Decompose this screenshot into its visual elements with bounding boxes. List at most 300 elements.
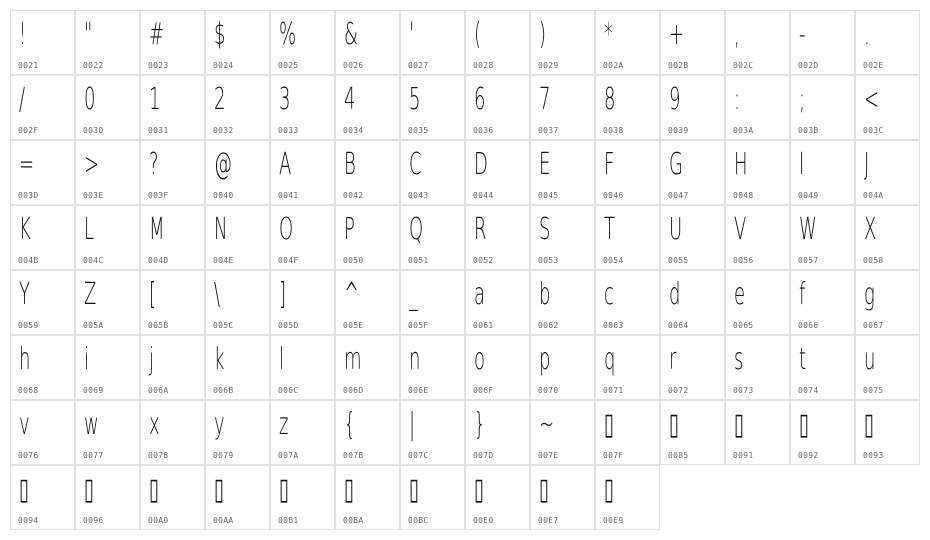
glyph-character: l bbox=[279, 342, 285, 377]
glyph-character: D bbox=[474, 147, 488, 182]
glyph-cell bbox=[595, 400, 660, 465]
glyph-character: , bbox=[734, 17, 740, 52]
glyph-code-label: 0050 bbox=[343, 256, 364, 265]
glyph-cell bbox=[595, 270, 660, 335]
glyph-code-label: 00E0 bbox=[473, 516, 494, 525]
glyph-code-label: 0024 bbox=[213, 61, 234, 70]
glyph-cell bbox=[335, 10, 400, 75]
glyph-character: . bbox=[864, 17, 870, 52]
glyph-code-label: 0068 bbox=[18, 386, 39, 395]
glyph-cell bbox=[465, 75, 530, 140]
glyph-character: ^ bbox=[344, 277, 360, 312]
glyph-code-label: 007A bbox=[278, 451, 299, 460]
glyph-cell bbox=[530, 335, 595, 400]
glyph-cell bbox=[530, 75, 595, 140]
glyph-character: H bbox=[734, 147, 748, 182]
glyph-cell bbox=[205, 400, 270, 465]
glyph-cell bbox=[10, 335, 75, 400]
glyph-code-label: 006D bbox=[343, 386, 364, 395]
glyph-code-label: 00B1 bbox=[278, 516, 299, 525]
glyph-character: ; bbox=[799, 82, 806, 117]
glyph-character: 8 bbox=[604, 82, 616, 117]
glyph-code-label: 006B bbox=[213, 386, 234, 395]
glyph-cell bbox=[855, 335, 920, 400]
glyph-character: c bbox=[604, 277, 614, 312]
glyph-code-label: 0026 bbox=[343, 61, 364, 70]
glyph-cell bbox=[140, 400, 205, 465]
glyph-character: ▯ bbox=[734, 407, 744, 442]
glyph-cell bbox=[465, 400, 530, 465]
glyph-code-label: 002B bbox=[668, 61, 689, 70]
glyph-character: k bbox=[214, 342, 225, 377]
glyph-code-label: 0061 bbox=[473, 321, 494, 330]
glyph-code-label: 0070 bbox=[538, 386, 559, 395]
glyph-cell bbox=[335, 465, 400, 530]
glyph-character: v bbox=[19, 407, 30, 442]
glyph-cell bbox=[595, 335, 660, 400]
glyph-cell bbox=[75, 400, 140, 465]
glyph-code-label: 0028 bbox=[473, 61, 494, 70]
glyph-cell bbox=[530, 465, 595, 530]
glyph-cell bbox=[400, 140, 465, 205]
glyph-code-label: 00BA bbox=[343, 516, 364, 525]
glyph-cell bbox=[400, 75, 465, 140]
glyph-character: _ bbox=[409, 277, 418, 312]
glyph-character: z bbox=[279, 407, 289, 442]
glyph-cell bbox=[270, 335, 335, 400]
glyph-character: 4 bbox=[344, 82, 356, 117]
glyph-cell bbox=[10, 400, 75, 465]
glyph-grid bbox=[10, 10, 920, 530]
glyph-character: / bbox=[19, 82, 26, 117]
glyph-cell bbox=[465, 270, 530, 335]
glyph-code-label: 002C bbox=[733, 61, 754, 70]
glyph-code-label: 0023 bbox=[148, 61, 169, 70]
glyph-cell bbox=[140, 270, 205, 335]
glyph-code-label: 0033 bbox=[278, 126, 299, 135]
glyph-cell bbox=[75, 465, 140, 530]
glyph-code-label: 0045 bbox=[538, 191, 559, 200]
glyph-character: a bbox=[474, 277, 486, 312]
glyph-character: R bbox=[474, 212, 487, 247]
glyph-character: A bbox=[279, 147, 292, 182]
glyph-character: u bbox=[864, 342, 876, 377]
glyph-code-label: 00BC bbox=[408, 516, 429, 525]
glyph-character: G bbox=[669, 147, 683, 182]
glyph-cell bbox=[790, 140, 855, 205]
glyph-character: ▯ bbox=[19, 472, 29, 507]
glyph-character: @ bbox=[214, 147, 232, 182]
glyph-code-label: 002A bbox=[603, 61, 624, 70]
glyph-character: ▯ bbox=[669, 407, 679, 442]
glyph-cell bbox=[75, 270, 140, 335]
glyph-cell bbox=[725, 75, 790, 140]
glyph-character: s bbox=[734, 342, 744, 377]
glyph-cell bbox=[205, 75, 270, 140]
glyph-cell bbox=[10, 205, 75, 270]
glyph-code-label: 002E bbox=[863, 61, 884, 70]
glyph-cell bbox=[140, 205, 205, 270]
glyph-character: ▯ bbox=[409, 472, 419, 507]
glyph-cell bbox=[75, 205, 140, 270]
glyph-cell bbox=[10, 270, 75, 335]
glyph-cell bbox=[595, 465, 660, 530]
glyph-character: > bbox=[84, 147, 100, 182]
glyph-cell bbox=[855, 400, 920, 465]
glyph-cell bbox=[465, 465, 530, 530]
glyph-code-label: 0021 bbox=[18, 61, 39, 70]
glyph-character: | bbox=[409, 407, 416, 442]
glyph-character: 2 bbox=[214, 82, 226, 117]
glyph-character: b bbox=[539, 277, 551, 312]
glyph-character: } bbox=[474, 407, 486, 442]
glyph-code-label: 003A bbox=[733, 126, 754, 135]
glyph-code-label: 0053 bbox=[538, 256, 559, 265]
glyph-cell bbox=[205, 270, 270, 335]
glyph-code-label: 0056 bbox=[733, 256, 754, 265]
glyph-code-label: 0049 bbox=[798, 191, 819, 200]
glyph-character: P bbox=[344, 212, 355, 247]
glyph-code-label: 005C bbox=[213, 321, 234, 330]
glyph-code-label: 004F bbox=[278, 256, 299, 265]
glyph-character: 3 bbox=[279, 82, 291, 117]
glyph-code-label: 006A bbox=[148, 386, 169, 395]
glyph-cell bbox=[725, 140, 790, 205]
glyph-cell bbox=[725, 10, 790, 75]
glyph-code-label: 0074 bbox=[798, 386, 819, 395]
glyph-character: L bbox=[84, 212, 95, 247]
glyph-code-label: 0041 bbox=[278, 191, 299, 200]
glyph-cell bbox=[660, 205, 725, 270]
glyph-character: < bbox=[864, 82, 880, 117]
glyph-code-label: 0072 bbox=[668, 386, 689, 395]
glyph-character: $ bbox=[214, 17, 226, 52]
glyph-code-label: 0067 bbox=[863, 321, 884, 330]
glyph-code-label: 0038 bbox=[603, 126, 624, 135]
glyph-character: 7 bbox=[539, 82, 551, 117]
glyph-cell bbox=[205, 335, 270, 400]
glyph-cell bbox=[205, 140, 270, 205]
glyph-character: ▯ bbox=[149, 472, 159, 507]
glyph-character: * bbox=[604, 17, 613, 52]
glyph-code-label: 0063 bbox=[603, 321, 624, 330]
glyph-character: = bbox=[19, 147, 35, 182]
glyph-code-label: 0065 bbox=[733, 321, 754, 330]
glyph-cell bbox=[270, 10, 335, 75]
glyph-code-label: 00A9 bbox=[148, 516, 169, 525]
glyph-code-label: 0034 bbox=[343, 126, 364, 135]
glyph-code-label: 004B bbox=[18, 256, 39, 265]
glyph-code-label: 0094 bbox=[18, 516, 39, 525]
glyph-code-label: 0069 bbox=[83, 386, 104, 395]
glyph-cell bbox=[270, 270, 335, 335]
glyph-code-label: 0073 bbox=[733, 386, 754, 395]
glyph-cell bbox=[400, 205, 465, 270]
glyph-cell bbox=[75, 10, 140, 75]
glyph-character: ~ bbox=[539, 407, 555, 442]
glyph-character: ▯ bbox=[214, 472, 224, 507]
glyph-cell bbox=[140, 140, 205, 205]
glyph-character: y bbox=[214, 407, 225, 442]
glyph-character: 0 bbox=[84, 82, 96, 117]
glyph-cell bbox=[530, 400, 595, 465]
glyph-character: E bbox=[539, 147, 551, 182]
glyph-character: ( bbox=[474, 17, 482, 52]
glyph-code-label: 005A bbox=[83, 321, 104, 330]
glyph-cell bbox=[400, 465, 465, 530]
glyph-character: I bbox=[799, 147, 805, 182]
glyph-code-label: 005B bbox=[148, 321, 169, 330]
glyph-character: K bbox=[19, 212, 31, 247]
glyph-code-label: 003C bbox=[863, 126, 884, 135]
glyph-character: Z bbox=[84, 277, 97, 312]
glyph-cell bbox=[140, 75, 205, 140]
glyph-cell bbox=[140, 10, 205, 75]
glyph-character: ▯ bbox=[474, 472, 484, 507]
glyph-code-label: 005F bbox=[408, 321, 429, 330]
glyph-character: ? bbox=[149, 147, 159, 182]
glyph-cell bbox=[595, 10, 660, 75]
glyph-character: & bbox=[344, 17, 359, 52]
glyph-cell bbox=[10, 10, 75, 75]
glyph-character: M bbox=[149, 212, 165, 247]
glyph-character: U bbox=[669, 212, 683, 247]
glyph-character: - bbox=[799, 17, 806, 52]
glyph-cell bbox=[400, 270, 465, 335]
glyph-code-label: 004A bbox=[863, 191, 884, 200]
glyph-cell bbox=[530, 205, 595, 270]
glyph-code-label: 0093 bbox=[863, 451, 884, 460]
glyph-cell bbox=[465, 10, 530, 75]
glyph-cell bbox=[790, 400, 855, 465]
glyph-cell bbox=[205, 10, 270, 75]
glyph-cell bbox=[270, 465, 335, 530]
glyph-code-label: 0040 bbox=[213, 191, 234, 200]
glyph-code-label: 006C bbox=[278, 386, 299, 395]
glyph-character: J bbox=[864, 147, 870, 182]
glyph-code-label: 0054 bbox=[603, 256, 624, 265]
glyph-code-label: 00E7 bbox=[538, 516, 559, 525]
glyph-cell bbox=[140, 465, 205, 530]
glyph-cell bbox=[595, 140, 660, 205]
glyph-code-label: 0085 bbox=[668, 451, 689, 460]
glyph-cell bbox=[335, 75, 400, 140]
glyph-character: n bbox=[409, 342, 421, 377]
glyph-code-label: 0077 bbox=[83, 451, 104, 460]
glyph-cell bbox=[660, 335, 725, 400]
glyph-character: ▯ bbox=[864, 407, 874, 442]
glyph-cell bbox=[335, 270, 400, 335]
glyph-cell bbox=[790, 205, 855, 270]
glyph-code-label: 0076 bbox=[18, 451, 39, 460]
glyph-cell bbox=[205, 205, 270, 270]
glyph-character: ▯ bbox=[799, 407, 809, 442]
glyph-cell bbox=[855, 10, 920, 75]
glyph-cell bbox=[790, 10, 855, 75]
glyph-code-label: 0079 bbox=[213, 451, 234, 460]
glyph-cell bbox=[660, 75, 725, 140]
glyph-code-label: 004C bbox=[83, 256, 104, 265]
glyph-code-label: 00AA bbox=[213, 516, 234, 525]
glyph-character: C bbox=[409, 147, 422, 182]
glyph-code-label: 0029 bbox=[538, 61, 559, 70]
glyph-code-label: 004D bbox=[148, 256, 169, 265]
glyph-code-label: 0051 bbox=[408, 256, 429, 265]
glyph-character: Q bbox=[409, 212, 424, 247]
glyph-code-label: 002D bbox=[798, 61, 819, 70]
glyph-code-label: 00E9 bbox=[603, 516, 624, 525]
glyph-character: 6 bbox=[474, 82, 486, 117]
glyph-character: : bbox=[734, 82, 741, 117]
glyph-code-label: 003F bbox=[148, 191, 169, 200]
glyph-character: 1 bbox=[149, 82, 161, 117]
glyph-character: W bbox=[799, 212, 817, 247]
glyph-code-label: 003B bbox=[798, 126, 819, 135]
glyph-cell bbox=[335, 335, 400, 400]
glyph-character: ' bbox=[409, 17, 414, 52]
glyph-code-label: 0048 bbox=[733, 191, 754, 200]
glyph-cell bbox=[790, 335, 855, 400]
glyph-cell bbox=[790, 270, 855, 335]
glyph-code-label: 007C bbox=[408, 451, 429, 460]
glyph-code-label: 005E bbox=[343, 321, 364, 330]
glyph-character: 5 bbox=[409, 82, 421, 117]
glyph-cell bbox=[335, 140, 400, 205]
glyph-character: Y bbox=[19, 277, 30, 312]
glyph-code-label: 0031 bbox=[148, 126, 169, 135]
glyph-cell bbox=[465, 335, 530, 400]
glyph-character: r bbox=[669, 342, 677, 377]
glyph-code-label: 0059 bbox=[18, 321, 39, 330]
glyph-cell bbox=[855, 75, 920, 140]
glyph-code-label: 0027 bbox=[408, 61, 429, 70]
glyph-code-label: 006F bbox=[473, 386, 494, 395]
glyph-cell bbox=[790, 75, 855, 140]
glyph-code-label: 007F bbox=[603, 451, 624, 460]
glyph-code-label: 0091 bbox=[733, 451, 754, 460]
glyph-cell bbox=[465, 140, 530, 205]
glyph-code-label: 0036 bbox=[473, 126, 494, 135]
glyph-cell bbox=[465, 205, 530, 270]
glyph-code-label: 0096 bbox=[83, 516, 104, 525]
glyph-character: X bbox=[864, 212, 877, 247]
glyph-cell bbox=[10, 465, 75, 530]
glyph-code-label: 0062 bbox=[538, 321, 559, 330]
glyph-cell bbox=[270, 75, 335, 140]
glyph-cell bbox=[75, 335, 140, 400]
glyph-character: F bbox=[604, 147, 615, 182]
glyph-code-label: 0025 bbox=[278, 61, 299, 70]
glyph-cell bbox=[660, 140, 725, 205]
glyph-character: ▯ bbox=[344, 472, 354, 507]
glyph-character: e bbox=[734, 277, 746, 312]
glyph-code-label: 0066 bbox=[798, 321, 819, 330]
glyph-character: ▯ bbox=[539, 472, 549, 507]
glyph-code-label: 0078 bbox=[148, 451, 169, 460]
glyph-character: O bbox=[279, 212, 294, 247]
glyph-character: ! bbox=[19, 17, 27, 52]
glyph-code-label: 0047 bbox=[668, 191, 689, 200]
glyph-character: ) bbox=[539, 17, 547, 52]
glyph-code-label: 0058 bbox=[863, 256, 884, 265]
glyph-cell bbox=[270, 205, 335, 270]
glyph-code-label: 0075 bbox=[863, 386, 884, 395]
glyph-code-label: 007E bbox=[538, 451, 559, 460]
glyph-cell bbox=[10, 75, 75, 140]
glyph-cell bbox=[530, 270, 595, 335]
glyph-cell bbox=[595, 75, 660, 140]
glyph-character: i bbox=[84, 342, 90, 377]
glyph-cell bbox=[855, 205, 920, 270]
glyph-character: % bbox=[279, 17, 297, 52]
glyph-code-label: 0022 bbox=[83, 61, 104, 70]
glyph-code-label: 0092 bbox=[798, 451, 819, 460]
glyph-code-label: 005D bbox=[278, 321, 299, 330]
glyph-code-label: 002F bbox=[18, 126, 39, 135]
glyph-code-label: 004E bbox=[213, 256, 234, 265]
glyph-code-label: 007B bbox=[343, 451, 364, 460]
glyph-code-label: 0064 bbox=[668, 321, 689, 330]
glyph-character: \ bbox=[214, 277, 221, 312]
glyph-code-label: 003E bbox=[83, 191, 104, 200]
glyph-character: T bbox=[604, 212, 615, 247]
glyph-cell bbox=[75, 140, 140, 205]
glyph-character: + bbox=[669, 17, 685, 52]
glyph-code-label: 0052 bbox=[473, 256, 494, 265]
glyph-character: ▯ bbox=[279, 472, 289, 507]
glyph-cell bbox=[725, 400, 790, 465]
glyph-character: ▯ bbox=[604, 472, 614, 507]
glyph-cell bbox=[75, 75, 140, 140]
glyph-character: # bbox=[149, 17, 165, 52]
glyph-code-label: 007D bbox=[473, 451, 494, 460]
glyph-code-label: 003D bbox=[18, 191, 39, 200]
glyph-cell bbox=[530, 140, 595, 205]
glyph-code-label: 0044 bbox=[473, 191, 494, 200]
glyph-character: t bbox=[799, 342, 807, 377]
glyph-character: w bbox=[84, 407, 99, 442]
glyph-character: p bbox=[539, 342, 551, 377]
glyph-cell bbox=[335, 400, 400, 465]
glyph-character: N bbox=[214, 212, 228, 247]
glyph-code-label: 0042 bbox=[343, 191, 364, 200]
glyph-character: " bbox=[84, 17, 93, 52]
glyph-code-label: 006E bbox=[408, 386, 429, 395]
glyph-cell bbox=[335, 205, 400, 270]
glyph-character: f bbox=[799, 277, 806, 312]
glyph-cell bbox=[10, 140, 75, 205]
glyph-code-label: 0043 bbox=[408, 191, 429, 200]
glyph-character: V bbox=[734, 212, 747, 247]
glyph-code-label: 0057 bbox=[798, 256, 819, 265]
glyph-cell bbox=[205, 465, 270, 530]
glyph-character: [ bbox=[149, 277, 157, 312]
glyph-code-label: 0039 bbox=[668, 126, 689, 135]
glyph-cell bbox=[595, 205, 660, 270]
glyph-code-label: 0037 bbox=[538, 126, 559, 135]
glyph-character: q bbox=[604, 342, 616, 377]
glyph-cell bbox=[270, 140, 335, 205]
glyph-character: h bbox=[19, 342, 31, 377]
glyph-character: ] bbox=[279, 277, 287, 312]
glyph-cell bbox=[725, 335, 790, 400]
glyph-code-label: 0046 bbox=[603, 191, 624, 200]
glyph-character: j bbox=[149, 342, 155, 377]
glyph-cell bbox=[140, 335, 205, 400]
glyph-cell bbox=[660, 400, 725, 465]
glyph-character: 9 bbox=[669, 82, 681, 117]
glyph-character: { bbox=[344, 407, 356, 442]
